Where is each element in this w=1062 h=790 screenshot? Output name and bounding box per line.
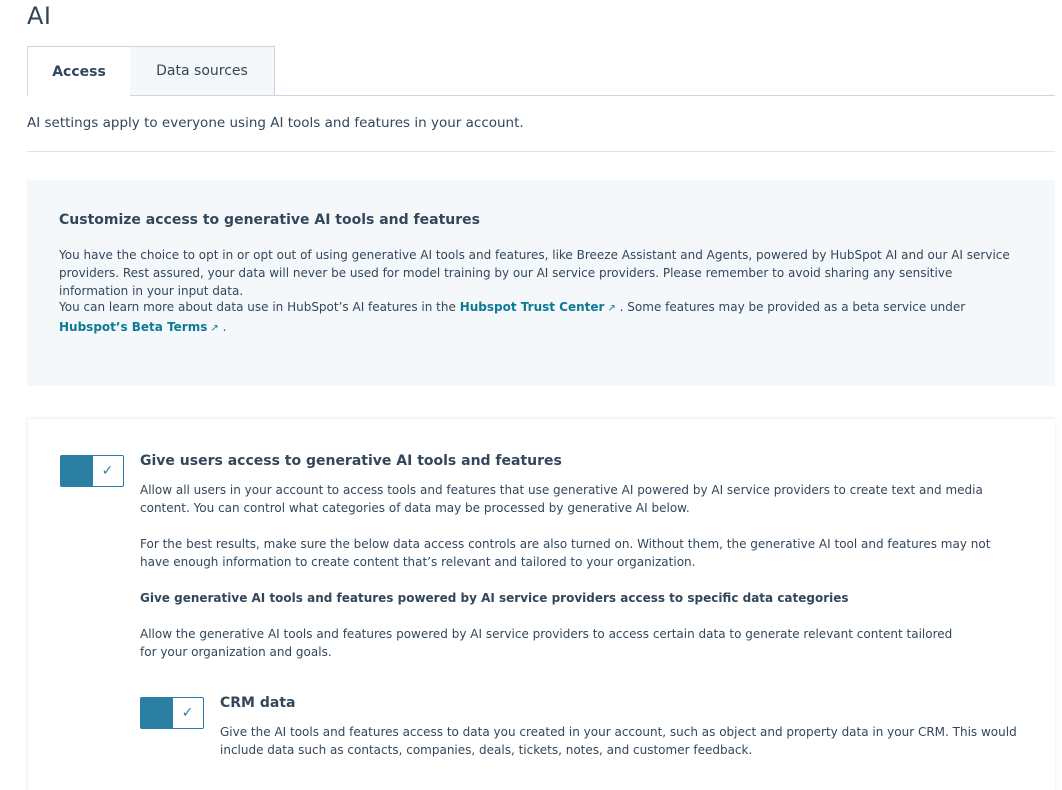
crm-data-toggle[interactable] bbox=[140, 697, 204, 729]
best-results-note: For the best results, make sure the below data access controls are also turned on. Without them, the generative AI tool and features may not have enough information to create content that’s relevant and tailored to your organization. bbox=[140, 537, 991, 569]
beta-text: . Some features may be provided as a beta service under bbox=[619, 300, 966, 314]
info-panel-paragraph: You have the choice to opt in or opt out of using generative AI tools and features, like Breeze Assistant and Agents, powered by HubSpot AI and our AI service providers. Rest assured, your data will never be used for model training by our AI service providers. Please remember to avoid sharing any sensitive information in your input data. bbox=[59, 248, 1010, 298]
info-panel-title: Customize access to generative AI tools and features bbox=[59, 212, 480, 228]
period-text: . bbox=[222, 320, 227, 334]
tab-data-sources[interactable]: Data sources bbox=[130, 46, 275, 96]
external-link-icon: ↗ bbox=[607, 303, 616, 314]
divider bbox=[27, 151, 1055, 152]
check-icon: ✓ bbox=[101, 463, 114, 479]
info-panel bbox=[27, 180, 1055, 386]
data-categories-description: Allow the generative AI tools and features powered by AI service providers to access certain data to generate relevant content tailored for your organization and goals. bbox=[140, 627, 953, 659]
ai-access-description: Allow all users in your account to access tools and features that use generative AI powered by AI service providers to create text and media content. You can control what categories of data may be processed by generative AI below. bbox=[140, 483, 983, 515]
external-link-icon: ↗ bbox=[210, 323, 219, 334]
check-icon: ✓ bbox=[181, 705, 194, 721]
page-title: AI bbox=[27, 2, 52, 30]
tab-bar bbox=[27, 46, 1055, 96]
trust-center-link[interactable]: Hubspot Trust Center ↗ bbox=[460, 300, 616, 314]
beta-terms-link[interactable]: Hubspot’s Beta Terms ↗ bbox=[59, 320, 219, 334]
ai-access-toggle[interactable] bbox=[60, 455, 124, 487]
crm-data-description: Give the AI tools and features access to data you created in your account, such as object and property data in your CRM. This would include data such as contacts, companies, deals, tickets, notes, and customer feedback. bbox=[220, 725, 1017, 757]
toggle-fill bbox=[61, 456, 93, 486]
intro-text: AI settings apply to everyone using AI tools and features in your account. bbox=[27, 115, 524, 131]
learn-more-text: You can learn more about data use in HubSpot’s AI features in the bbox=[59, 300, 456, 314]
access-settings-card bbox=[27, 418, 1055, 790]
ai-access-heading: Give users access to generative AI tools and features bbox=[140, 453, 562, 469]
toggle-fill bbox=[141, 698, 173, 728]
crm-data-heading: CRM data bbox=[220, 695, 296, 711]
info-panel-links-paragraph bbox=[59, 298, 1025, 338]
tab-access[interactable]: Access bbox=[27, 46, 131, 97]
data-categories-subheading: Give generative AI tools and features powered by AI service providers access to specific data categories bbox=[140, 591, 849, 605]
